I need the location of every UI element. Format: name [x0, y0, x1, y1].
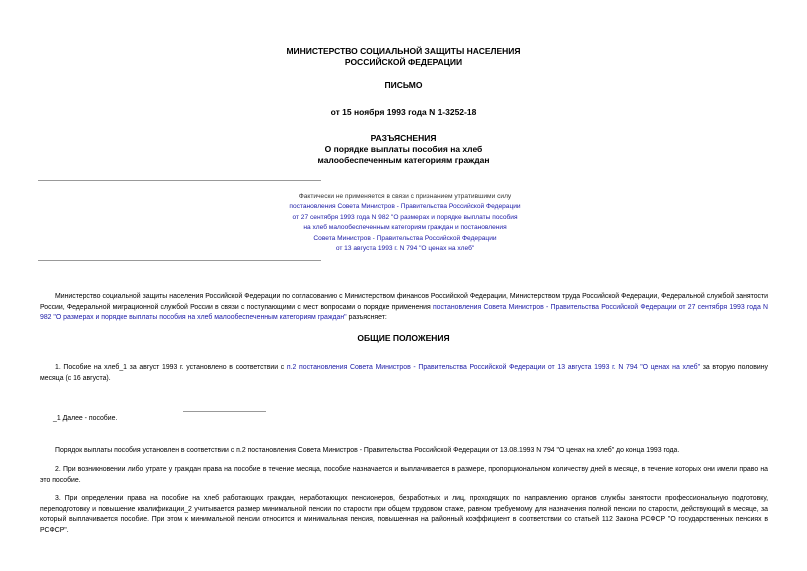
note-line-1: Фактически не применяется в связи с признанием утратившими силу [298, 193, 512, 200]
paragraph-3: 3. При определении права на пособие на хлеб работающих граждан, неработающих пенсионеров, безработных и лиц, проходящих по направлению органов службы занятости профессиональную подготовку, переподготовку и повышение квалификации_2 учитывается размер минимальной пенсии по старости при общем трудовом стаже, равном требуемому для назначения полной пенсии по старости, действующий в месяце, за который выплачивается пособие. При этом к минимальной пенсии относится и минимальная пенсия, повышенная на районный коэффициент в соответствии со статьей 112 Закона РСФСР "О государственных пенсиях в РСФСР". [40, 495, 768, 534]
status-note [250, 192, 560, 254]
doc-type: ПИСЬМО [384, 80, 423, 90]
intro-text-1: Министерство социальной защиты населения Российской Федерации по согласованию с Министерством финансов Российской Федерации, Министерством труда Российской Федерации, Федеральной службой занятости России, Федеральной миграционной службой России в связи с поступающими с мест вопросами о порядке применения [40, 293, 768, 311]
ministry-line-2: РОССИЙСКОЙ ФЕДЕРАЦИИ [344, 57, 463, 67]
doc-title [0, 133, 807, 166]
note-link-line-3[interactable]: от 27 сентября 1993 года N 982 "О размерах и порядке выплаты пособия [292, 213, 518, 221]
note-link-line-6[interactable]: от 13 августа 1993 г. N 794 "О ценах на хлеб" [335, 245, 475, 253]
paragraph-2: 2. При возникновении либо утрате у граждан права на пособие в течение месяца, пособие назначается и выплачивается в размере, пропорциональном количеству дней в месяце, в течение которых они имели право на это пособие. [40, 466, 768, 484]
ministry-line-1: МИНИСТЕРСТВО СОЦИАЛЬНОЙ ЗАЩИТЫ НАСЕЛЕНИЯ [286, 46, 521, 56]
p1-text-2: за вторую половину месяца (с 16 августа). [40, 364, 769, 382]
intro-text-2: разъясняет: [346, 314, 387, 321]
footnote: _1 Далее - пособие. [53, 415, 118, 422]
paragraph-order: Порядок выплаты пособия установлен в соответствии с п.2 постановления Совета Министров - Правительства Российской Федерации от 13.08.1993 N 794 "О ценах на хлеб" до конца 1993 года. [55, 447, 680, 454]
ministry-name [0, 46, 807, 68]
note-bottom-divider [38, 260, 321, 261]
note-link-line-2[interactable]: постановления Совета Министров - Правительства Российской Федерации [289, 203, 521, 211]
p1-link-decree-794[interactable]: п.2 постановления Совета Министров - Правительства Российской Федерации от 13 августа 1993 г. N 794 "О ценах на хлеб" [286, 364, 701, 371]
p1-text-1: 1. Пособие на хлеб_1 за август 1993 г. установлено в соответствии с [55, 364, 287, 371]
title-line-1: РАЗЪЯСНЕНИЯ [370, 133, 437, 143]
intro-link-decree-982[interactable]: постановления Совета Министров - Правительства Российской Федерации от 27 сентября 1993 года N 982 "О размерах и порядке выплаты пособия на хлеб малообеспеченным категориям граждан" [40, 303, 768, 321]
paragraph-1 [40, 363, 768, 384]
note-top-divider [38, 180, 321, 181]
title-line-3: малообеспеченным категориям граждан [317, 155, 490, 165]
title-line-2: О порядке выплаты пособия на хлеб [324, 144, 483, 154]
note-link-line-4[interactable]: на хлеб малообеспеченным категориям граждан и постановления [303, 224, 507, 232]
intro-paragraph [40, 292, 768, 324]
section-title: ОБЩИЕ ПОЛОЖЕНИЯ [357, 333, 450, 343]
note-link-line-5[interactable]: Совета Министров - Правительства Российской Федерации [313, 234, 497, 242]
footnote-divider [183, 411, 266, 412]
doc-date: от 15 ноября 1993 года N 1-3252-18 [330, 107, 477, 117]
